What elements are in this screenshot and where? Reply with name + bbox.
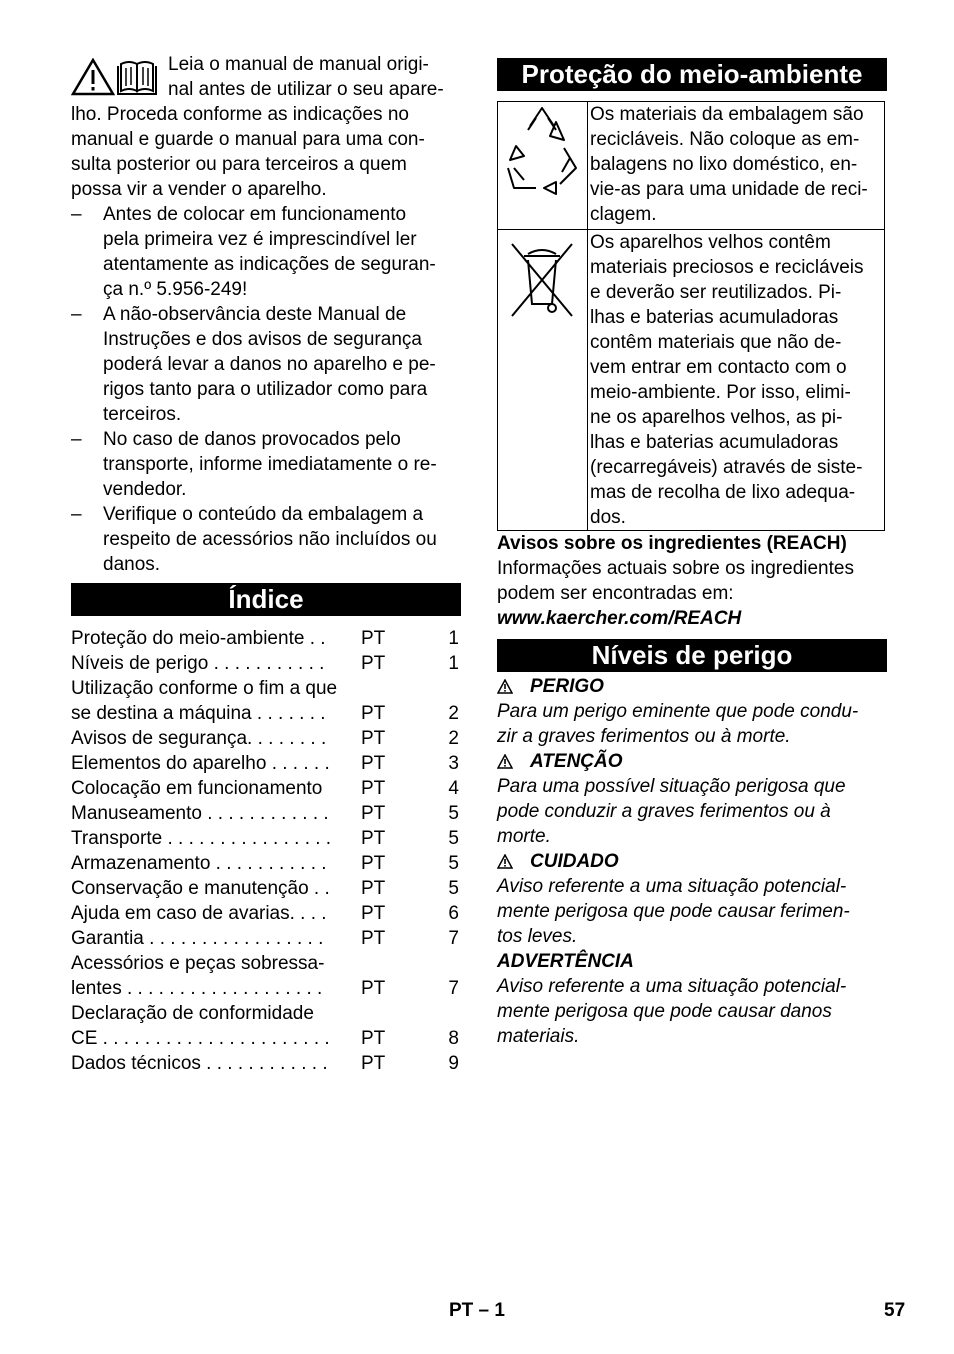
danger-level-text: pode conduzir a graves ferimentos ou à bbox=[497, 801, 831, 822]
list-item-line: danos. bbox=[103, 554, 161, 575]
toc-title: Colocação em funcionamento bbox=[71, 778, 323, 799]
toc-lang: PT bbox=[361, 928, 386, 949]
intro-line: nal antes de utilizar o seu apare- bbox=[168, 79, 444, 100]
toc-title: Garantia . . . . . . . . . . . . . . . . . bbox=[71, 928, 324, 949]
toc-entry[interactable] bbox=[71, 626, 461, 651]
danger-level-label-text: PERIGO bbox=[530, 676, 604, 697]
list-item bbox=[71, 427, 461, 502]
toc-entry[interactable] bbox=[71, 851, 461, 876]
danger-level-item bbox=[497, 849, 887, 949]
left-column bbox=[71, 52, 461, 1076]
cell-line: e deverão ser reutilizados. Pi- bbox=[590, 282, 842, 303]
cell-line: dos. bbox=[590, 507, 626, 528]
toc-entry[interactable] bbox=[71, 876, 461, 901]
warning-triangle-icon bbox=[497, 754, 513, 769]
toc-title: Dados técnicos . . . . . . . . . . . . bbox=[71, 1053, 328, 1074]
intro-line: manual e guarde o manual para uma con- bbox=[71, 129, 425, 150]
list-item bbox=[71, 302, 461, 427]
toc-entry[interactable] bbox=[71, 926, 461, 951]
danger-level-label-text: CUIDADO bbox=[530, 851, 619, 872]
cell-line: clagem. bbox=[590, 204, 657, 225]
toc-title: Conservação e manutenção . . bbox=[71, 878, 330, 899]
table-cell-icon bbox=[498, 230, 588, 531]
toc-page: 5 bbox=[448, 803, 459, 824]
toc-title: Utilização conforme o fim a que bbox=[71, 678, 338, 699]
danger-level-text: Para uma possível situação perigosa que bbox=[497, 776, 846, 797]
list-item-line: atentamente as indicações de seguran- bbox=[103, 254, 436, 275]
toc-title: Manuseamento . . . . . . . . . . . . bbox=[71, 803, 329, 824]
toc-title: Armazenamento . . . . . . . . . . . bbox=[71, 853, 327, 874]
danger-level-label-text: ADVERTÊNCIA bbox=[497, 951, 634, 972]
reach-line: podem ser encontradas em: bbox=[497, 583, 734, 604]
toc-page: 7 bbox=[448, 928, 459, 949]
toc-entry[interactable] bbox=[71, 776, 461, 801]
cell-line: mas de recolha de lixo adequa- bbox=[590, 482, 856, 503]
toc-title: Ajuda em caso de avarias. . . . bbox=[71, 903, 327, 924]
intro-paragraph bbox=[71, 52, 461, 202]
reach-url-link[interactable]: www.kaercher.com/REACH bbox=[497, 608, 742, 629]
danger-level-text: zir a graves ferimentos ou à morte. bbox=[497, 726, 791, 747]
toc-lang: PT bbox=[361, 903, 386, 924]
list-item bbox=[71, 502, 461, 577]
danger-level-label bbox=[497, 849, 887, 874]
toc-page: 1 bbox=[448, 653, 459, 674]
table-of-contents bbox=[71, 626, 461, 1076]
list-item-line: No caso de danos provocados pelo bbox=[103, 429, 401, 450]
list-item-line: Instruções e dos avisos de segurança bbox=[103, 329, 422, 350]
toc-lang: PT bbox=[361, 1028, 386, 1049]
table-cell-icon bbox=[498, 102, 588, 230]
list-item-line: A não-observância deste Manual de bbox=[103, 304, 407, 325]
cell-line: balagens no lixo doméstico, en- bbox=[590, 154, 858, 175]
toc-lang: PT bbox=[361, 628, 386, 649]
toc-entry[interactable] bbox=[71, 951, 461, 1001]
crossed-out-bin-icon bbox=[498, 230, 587, 330]
danger-level-text: morte. bbox=[497, 826, 551, 847]
dash-bullet: – bbox=[71, 204, 82, 225]
toc-page: 5 bbox=[448, 853, 459, 874]
danger-levels-list bbox=[497, 674, 887, 1049]
toc-lang: PT bbox=[361, 653, 386, 674]
toc-lang: PT bbox=[361, 803, 386, 824]
toc-page: 5 bbox=[448, 878, 459, 899]
footer-page-number: 57 bbox=[884, 1300, 906, 1321]
toc-page: 1 bbox=[448, 628, 459, 649]
cell-line: meio-ambiente. Por isso, elimi- bbox=[590, 382, 851, 403]
toc-lang: PT bbox=[361, 728, 386, 749]
toc-page: 7 bbox=[448, 978, 459, 999]
cell-line: Os aparelhos velhos contêm bbox=[590, 232, 831, 253]
list-item-line: pela primeira vez é imprescindível ler bbox=[103, 229, 417, 250]
instruction-list bbox=[71, 202, 461, 577]
cell-line: vem entrar em contacto com o bbox=[590, 357, 847, 378]
toc-entry[interactable] bbox=[71, 751, 461, 776]
cell-line: vie-as para uma unidade de reci- bbox=[590, 179, 868, 200]
toc-lang: PT bbox=[361, 1053, 386, 1074]
danger-level-item bbox=[497, 674, 887, 749]
list-item-line: Verifique o conteúdo da embalagem a bbox=[103, 504, 424, 525]
danger-level-text: Para um perigo eminente que pode condu- bbox=[497, 701, 859, 722]
list-item-line: Antes de colocar em funcionamento bbox=[103, 204, 407, 225]
toc-entry[interactable] bbox=[71, 801, 461, 826]
dash-bullet: – bbox=[71, 429, 82, 450]
footer-section-label: PT – 1 bbox=[449, 1300, 505, 1321]
cell-line: contêm materiais que não de- bbox=[590, 332, 842, 353]
warning-read-manual-icon bbox=[71, 58, 159, 98]
toc-title: Declaração de conformidade bbox=[71, 1003, 314, 1024]
cell-line: Os materiais da embalagem são bbox=[590, 104, 864, 125]
toc-title: Proteção do meio-ambiente . . bbox=[71, 628, 326, 649]
danger-level-item bbox=[497, 949, 887, 1049]
danger-level-text: Aviso referente a uma situação potencial- bbox=[497, 976, 847, 997]
toc-lang: PT bbox=[361, 753, 386, 774]
toc-title: Avisos de segurança. . . . . . . . bbox=[71, 728, 327, 749]
danger-level-text: Aviso referente a uma situação potencial- bbox=[497, 876, 847, 897]
list-item-line: terceiros. bbox=[103, 404, 182, 425]
toc-lang: PT bbox=[361, 878, 386, 899]
environment-table bbox=[497, 101, 885, 531]
cell-line: lhas e baterias acumuladoras bbox=[590, 307, 839, 328]
dash-bullet: – bbox=[71, 504, 82, 525]
toc-title-continued: CE . . . . . . . . . . . . . . . . . . . . . . bbox=[71, 1028, 330, 1049]
toc-lang: PT bbox=[361, 978, 386, 999]
toc-entry[interactable] bbox=[71, 1001, 461, 1051]
list-item-line: rigos tanto para o utilizador como para bbox=[103, 379, 428, 400]
table-cell-text bbox=[588, 230, 885, 531]
toc-page: 6 bbox=[448, 903, 459, 924]
danger-level-text: mente perigosa que pode causar danos bbox=[497, 1001, 832, 1022]
toc-title-continued: se destina a máquina . . . . . . . bbox=[71, 703, 326, 724]
toc-page: 2 bbox=[448, 703, 459, 724]
list-item-line: transporte, informe imediatamente o re- bbox=[103, 454, 437, 475]
cell-line: materiais preciosos e recicláveis bbox=[590, 257, 864, 278]
toc-page: 8 bbox=[448, 1028, 459, 1049]
intro-line: sulta posterior ou para terceiros a quem bbox=[71, 154, 407, 175]
danger-level-text: mente perigosa que pode causar ferimen- bbox=[497, 901, 850, 922]
toc-title: Níveis de perigo . . . . . . . . . . . bbox=[71, 653, 325, 674]
environment-heading: Proteção do meio-ambiente bbox=[497, 58, 887, 91]
list-item-line: ça n.º 5.956-249! bbox=[103, 279, 248, 300]
toc-entry[interactable] bbox=[71, 901, 461, 926]
intro-line: possa vir a vender o aparelho. bbox=[71, 179, 327, 200]
cell-line: lhas e baterias acumuladoras bbox=[590, 432, 839, 453]
danger-level-label-text: ATENÇÃO bbox=[530, 751, 623, 772]
reach-section bbox=[497, 531, 887, 631]
cell-line: ne os aparelhos velhos, as pi- bbox=[590, 407, 843, 428]
danger-level-text: tos leves. bbox=[497, 926, 578, 947]
toc-entry[interactable] bbox=[71, 1051, 461, 1076]
toc-lang: PT bbox=[361, 828, 386, 849]
danger-level-text: materiais. bbox=[497, 1026, 580, 1047]
toc-page: 2 bbox=[448, 728, 459, 749]
table-cell-text bbox=[588, 102, 885, 230]
toc-page: 5 bbox=[448, 828, 459, 849]
intro-line: lho. Proceda conforme as indicações no bbox=[71, 104, 409, 125]
toc-page: 9 bbox=[448, 1053, 459, 1074]
toc-page: 4 bbox=[448, 778, 459, 799]
warning-triangle-icon bbox=[497, 679, 513, 694]
toc-title-continued: lentes . . . . . . . . . . . . . . . . . . . bbox=[71, 978, 323, 999]
toc-title: Acessórios e peças sobressa- bbox=[71, 953, 325, 974]
toc-entry[interactable] bbox=[71, 826, 461, 851]
cell-line: (recarregáveis) através de siste- bbox=[590, 457, 863, 478]
danger-level-item bbox=[497, 749, 887, 849]
list-item bbox=[71, 202, 461, 302]
toc-page: 3 bbox=[448, 753, 459, 774]
danger-level-label bbox=[497, 749, 887, 774]
reach-line: Informações actuais sobre os ingredientes bbox=[497, 558, 854, 579]
toc-lang: PT bbox=[361, 778, 386, 799]
toc-entry[interactable] bbox=[71, 726, 461, 751]
danger-level-label bbox=[497, 674, 887, 699]
right-column bbox=[497, 58, 887, 1049]
dash-bullet: – bbox=[71, 304, 82, 325]
list-item-line: poderá levar a danos no aparelho e pe- bbox=[103, 354, 436, 375]
toc-entry[interactable] bbox=[71, 651, 461, 676]
reach-heading: Avisos sobre os ingredientes (REACH) bbox=[497, 533, 847, 554]
danger-levels-heading: Níveis de perigo bbox=[497, 639, 887, 672]
toc-lang: PT bbox=[361, 703, 386, 724]
toc-entry[interactable] bbox=[71, 676, 461, 726]
cell-line: recicláveis. Não coloque as em- bbox=[590, 129, 860, 150]
toc-lang: PT bbox=[361, 853, 386, 874]
intro-line: Leia o manual de manual origi- bbox=[168, 54, 429, 75]
recycling-icon bbox=[498, 102, 587, 222]
warning-triangle-icon bbox=[497, 854, 513, 869]
table-row bbox=[498, 230, 885, 531]
table-row bbox=[498, 102, 885, 230]
index-heading: Índice bbox=[71, 583, 461, 616]
list-item-line: vendedor. bbox=[103, 479, 187, 500]
toc-title: Elementos do aparelho . . . . . . bbox=[71, 753, 330, 774]
toc-title: Transporte . . . . . . . . . . . . . . . . bbox=[71, 828, 332, 849]
list-item-line: respeito de acessórios não incluídos ou bbox=[103, 529, 437, 550]
